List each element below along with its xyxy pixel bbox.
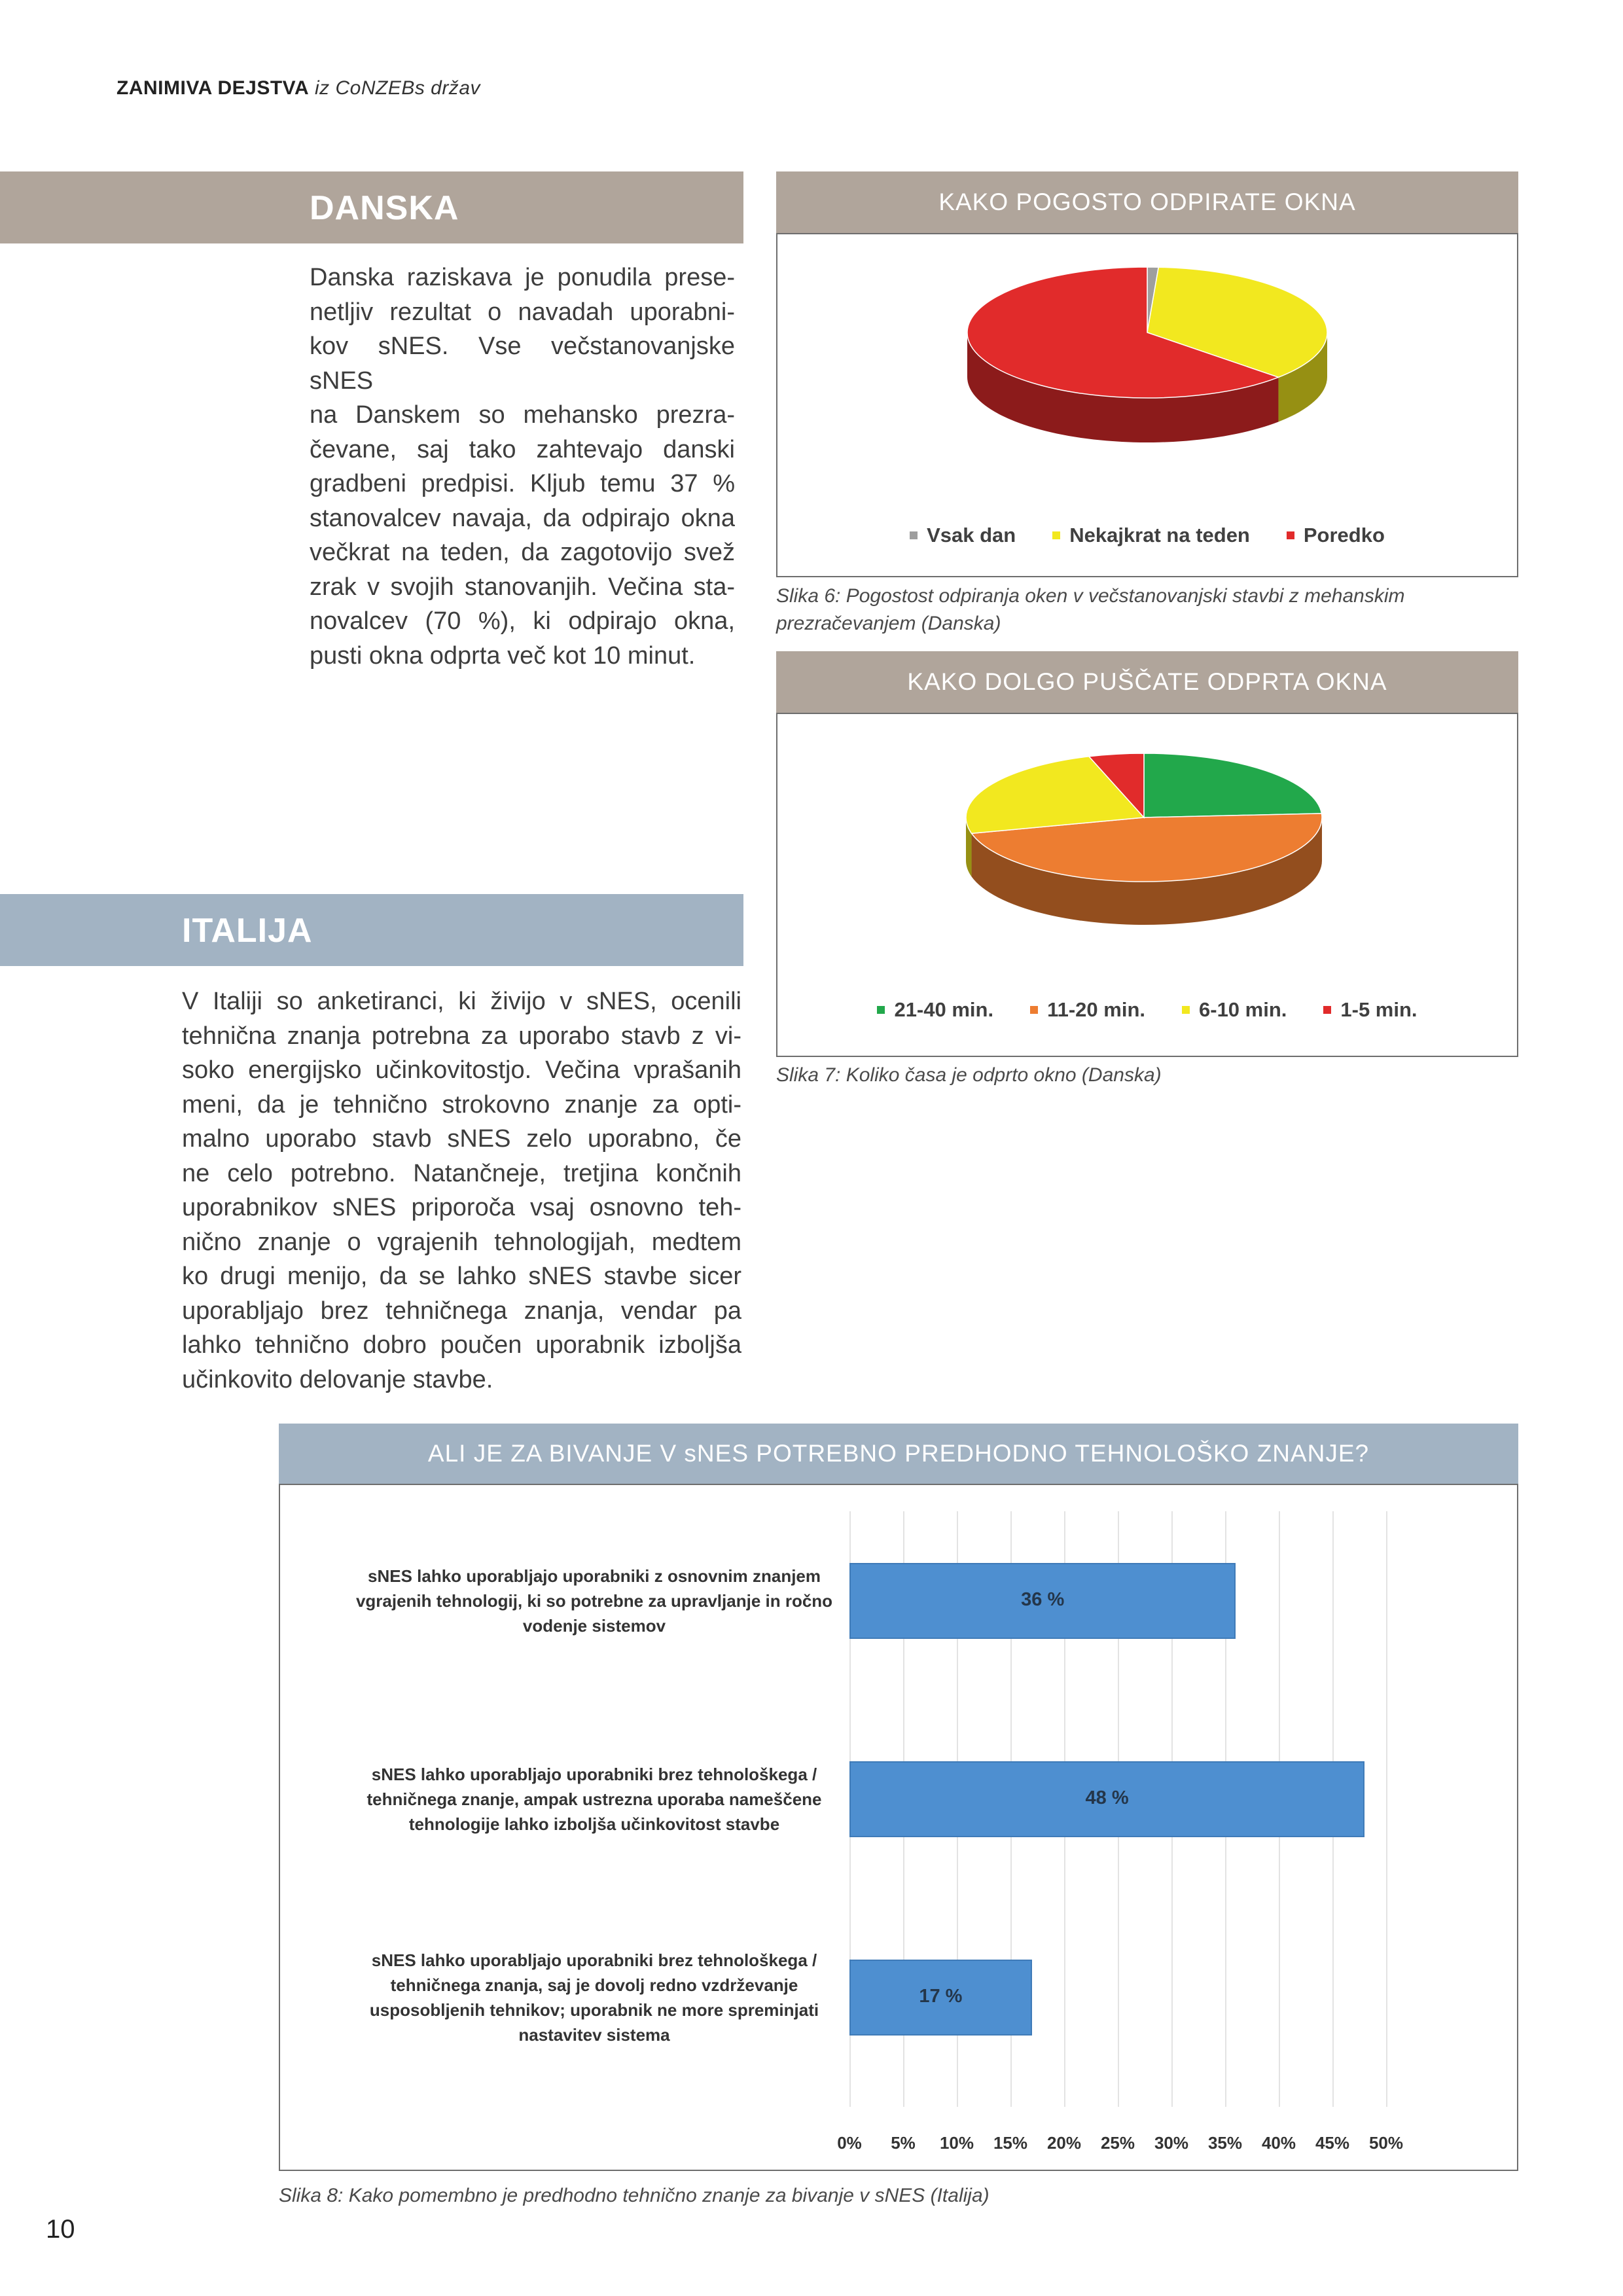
legend-label: 21-40 min. — [894, 998, 994, 1021]
figure8-caption: Slika 8: Kako pomembno je predhodno tehnično znanje za bivanje v sNES (Italija) — [279, 2185, 990, 2206]
x-tick-label: 50% — [1368, 2133, 1404, 2153]
figure7-chart-frame — [776, 713, 1518, 1057]
legend-item-11-20 — [1030, 998, 1145, 1022]
figure8-category-labels — [280, 1485, 843, 2140]
legend-swatch-red — [1323, 1006, 1331, 1014]
x-tick-label: 15% — [993, 2133, 1028, 2153]
category-label-line: tehnologije lahko izboljša učinkovitost stavbe — [408, 1814, 780, 1834]
italija-text-line: uporabnikov sNES priporoča vsaj osnovno teh- — [182, 1194, 741, 1221]
figure6-chart-frame — [776, 233, 1518, 577]
category-label-line: sNES lahko uporabljajo uporabniki brez tehnološkega / — [371, 1950, 817, 1971]
legend-label: 1-5 min. — [1340, 998, 1418, 1021]
legend-swatch-red — [1287, 531, 1294, 539]
legend-item-21-40 — [877, 998, 993, 1022]
figure6-title-band — [776, 171, 1518, 233]
figure7-title: KAKO DOLGO PUŠČATE ODPRTA OKNA — [907, 668, 1387, 695]
danska-text-line: stanovalcev navaja, da odpirajo okna — [310, 504, 735, 532]
legend-swatch-yellow — [1182, 1006, 1190, 1014]
figure8-x-axis — [837, 2133, 1404, 2159]
italija-text-line: malno uporabo stavb sNES zelo uporabno, če — [182, 1125, 741, 1153]
bar-value-label: 17 % — [919, 1986, 963, 2007]
x-tick-label: 20% — [1046, 2133, 1082, 2153]
x-tick-label: 5% — [891, 2133, 916, 2153]
figure6-title: KAKO POGOSTO ODPIRATE OKNA — [938, 188, 1356, 215]
figure7-caption: Slika 7: Koliko časa je odprto okno (Danska) — [776, 1064, 1162, 1086]
header-section: ZANIMIVA DEJSTVA — [116, 77, 310, 99]
legend-item-poredko — [1287, 524, 1385, 547]
legend-label: 11-20 min. — [1047, 998, 1145, 1021]
page-number: 10 — [46, 2215, 75, 2244]
legend-item-nekajkrat — [1052, 524, 1250, 547]
header-subtitle: iz CoNZEBs držav — [314, 77, 481, 99]
figure8-title: ALI JE ZA BIVANJE V sNES POTREBNO PREDHODNO TEHNOLOŠKO ZNANJE? — [427, 1440, 1370, 1467]
x-tick-label: 40% — [1261, 2133, 1296, 2153]
danska-text-line: pusti okna odprta več kot 10 minut. — [310, 641, 696, 670]
pie-slice-21-40 — [1144, 753, 1321, 817]
danska-heading-band — [0, 171, 743, 243]
legend-item-6-10 — [1182, 998, 1287, 1022]
x-tick-label: 30% — [1154, 2133, 1189, 2153]
category-label — [346, 1564, 843, 1638]
italija-text-line: lahko tehnično dobro poučen uporabnik izboljša — [182, 1331, 741, 1359]
gridline — [1386, 1511, 1387, 2107]
category-label-line: vodenje sistemov — [522, 1615, 666, 1636]
danska-text-line: čevane, saj tako zahtevajo danski — [310, 435, 735, 463]
category-label — [346, 1762, 843, 1837]
italija-text-line: uporabljajo brez tehničnega znanja, vendar pa — [182, 1297, 741, 1325]
italija-body — [182, 984, 741, 1397]
figure8-plot-area — [849, 1511, 1386, 2107]
category-label-line: nastavitev sistema — [518, 2025, 670, 2045]
italija-text-line: nično znanje o vgrajenih tehnologijah, medtem — [182, 1228, 741, 1256]
legend-item-vsak-dan — [910, 524, 1016, 547]
x-tick-label: 25% — [1100, 2133, 1135, 2153]
bar-value-label: 48 % — [1085, 1787, 1129, 1808]
figure8-title-band — [279, 1424, 1518, 1484]
italija-text-line: ko drugi menijo, da se lahko sNES stavbe sicer — [182, 1263, 741, 1290]
x-tick-label: 45% — [1315, 2133, 1350, 2153]
danska-body — [310, 260, 735, 673]
legend-label: Vsak dan — [927, 524, 1016, 547]
legend-label: 6-10 min. — [1199, 998, 1287, 1021]
x-tick-label: 0% — [837, 2133, 862, 2153]
figure6-pie — [777, 234, 1517, 496]
italija-text-line: V Italiji so anketiranci, ki živijo v sNES, ocenili — [182, 988, 741, 1015]
italija-text-line: učinkovito delovanje stavbe. — [182, 1365, 493, 1393]
category-label-line: sNES lahko uporabljajo uporabniki brez tehnološkega / — [371, 1765, 817, 1784]
legend-label: Nekajkrat na teden — [1069, 524, 1250, 547]
figure7-pie — [777, 714, 1517, 989]
italija-heading: ITALIJA — [182, 912, 313, 950]
legend-item-1-5 — [1323, 998, 1417, 1022]
danska-heading: DANSKA — [310, 189, 459, 227]
legend-swatch-yellow — [1052, 531, 1060, 539]
danska-text-line: gradbeni predpisi. Kljub temu 37 % — [310, 470, 735, 497]
italija-heading-band — [0, 894, 743, 966]
category-label-line: tehničnega znanja, saj je dovolj redno vzdrževanje — [390, 1975, 798, 1996]
italija-text-line: meni, da je tehnično strokovno znanje za opti- — [182, 1090, 741, 1119]
figure8-chart-frame — [279, 1484, 1518, 2171]
figure7-title-band — [776, 651, 1518, 713]
danska-text-line: na Danskem so mehansko prezra- — [310, 401, 735, 429]
danska-text-line: Danska raziskava je ponudila prese- — [310, 264, 735, 291]
italija-text-line: soko energijsko učinkovitostjo. Večina vprašanih — [182, 1056, 741, 1084]
italija-text-line: ne celo potrebno. Natančneje, tretjina končnih — [182, 1159, 741, 1187]
figure6-caption — [776, 583, 1518, 637]
category-label-line: vgrajenih tehnologij, ki so potrebne za upravljanje in ročno — [355, 1590, 833, 1611]
bar-value-label: 36 % — [1021, 1588, 1065, 1610]
figure6-legend — [777, 524, 1517, 547]
legend-swatch-orange — [1030, 1006, 1038, 1014]
running-header — [116, 77, 480, 99]
category-label-line: tehničnega znanje, ampak ustrezna uporaba nameščene — [366, 1789, 822, 1809]
category-label — [346, 1948, 843, 2047]
italija-text-line: tehnična znanja potrebna za uporabo stavb z vi- — [182, 1022, 741, 1050]
figure7-legend — [777, 998, 1517, 1022]
danska-text-line: zrak v svojih stanovanjih. Večina sta- — [310, 573, 735, 601]
figure6-caption-line: Slika 6: Pogostost odpiranja oken v večstanovanjski stavbi z mehanskim — [776, 585, 1405, 607]
legend-label: Poredko — [1303, 524, 1385, 547]
figure6-caption-line: prezračevanjem (Danska) — [776, 613, 1001, 634]
category-label-line: sNES lahko uporabljajo uporabniki z osnovnim znanjem — [368, 1566, 821, 1586]
legend-swatch-green — [877, 1006, 885, 1014]
x-tick-label: 35% — [1207, 2133, 1243, 2153]
danska-text-line: kov sNES. Vse večstanovanjske sNES — [310, 332, 735, 395]
x-tick-label: 10% — [939, 2133, 974, 2153]
danska-text-line: netljiv rezultat o navadah uporabni- — [310, 298, 735, 326]
danska-text-line: večkrat na teden, da zagotovijo svež — [310, 539, 735, 566]
category-label-line: usposobljenih tehnikov; uporabnik ne more spreminjati — [369, 2000, 819, 2020]
legend-swatch-grey — [910, 531, 918, 539]
danska-text-line: novalcev (70 %), ki odpirajo okna, — [310, 607, 735, 635]
